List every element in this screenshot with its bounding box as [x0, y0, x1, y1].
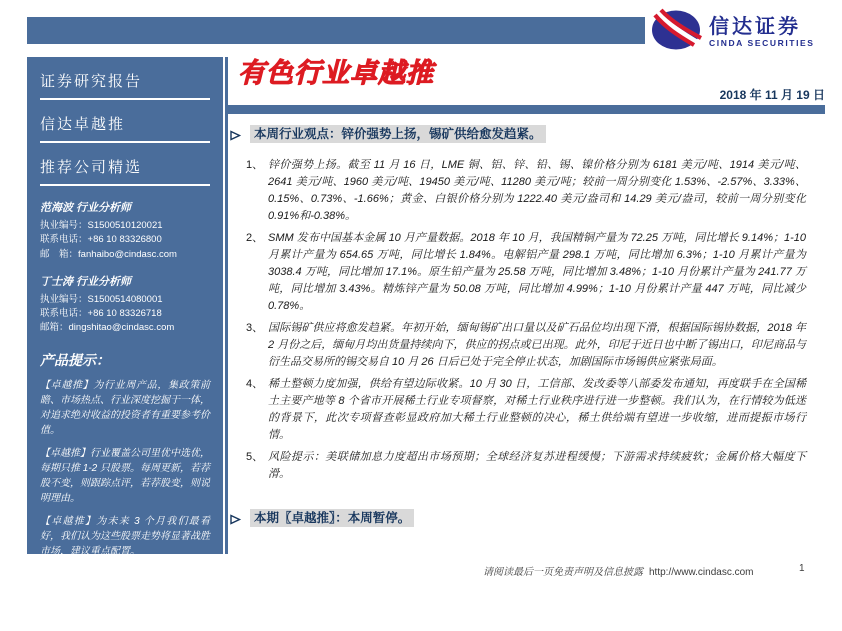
logo-name-cn: 信达证券 — [709, 17, 815, 37]
product-tip: 【卓越推】行业覆盖公司里优中选优，每期只推 1-2 只股票。每周更新，若荐股不变，则跟踪点评，若荐股变，则说明理由。 — [40, 446, 210, 506]
weekly-view-heading-text: 本周行业观点：锌价强势上扬，锡矿供给愈发趋紧。 — [250, 125, 546, 143]
postcode-value: 100031 — [69, 619, 101, 630]
company-address: 北京市西城区闹市口大街 9 号院 1 号楼 — [40, 599, 210, 613]
point-text: 稀土整顿力度加强，供给有望边际收紧。10 月 30 日，工信部、发改委等八部委发布通知，再度联手在全国稀土主要产地等 8 个省市开展稀土行业专项督察，对稀土行业秩序进行进一步整顿。我们认为，在行情较为低迷的背景下，此次专项督查彰显政府加大稀土行业整顿的决心，稀土供给端有望进一步收缩，进而提振市场行情。 — [268, 376, 806, 444]
point-number: 1、 — [246, 157, 268, 225]
company-info — [40, 571, 210, 631]
list-item — [246, 449, 806, 483]
arrow-bullet-icon — [230, 128, 241, 146]
product-tips-title: 产品提示： — [40, 350, 210, 370]
phone-value: +86 10 83326800 — [88, 234, 162, 245]
page-number: 1 — [799, 563, 805, 574]
product-tip: 【卓越推】为行业周产品，集政策前瞻、市场热点、行业深度挖掘于一体，对追求绝对收益的投资者有重要参考价值。 — [40, 378, 210, 438]
email-label: 邮 箱： — [40, 249, 78, 260]
sidebar-item-recommended-companies — [40, 156, 210, 186]
cinda-securities-logo — [650, 9, 830, 55]
license-value: S1500510120021 — [88, 220, 163, 231]
sidebar-section-label: 证券研究报告 — [40, 70, 210, 91]
analyst-name: 丁士涛 行业分析师 — [40, 273, 210, 289]
company-postcode — [40, 618, 210, 631]
analyst-name: 范海波 行业分析师 — [40, 199, 210, 215]
analyst-phone — [40, 307, 210, 321]
analyst-card — [40, 273, 210, 336]
logo-name-en: CINDA SECURITIES — [709, 39, 815, 48]
point-number: 4、 — [246, 376, 268, 444]
company-name-en: CINDA SECURITIES CO.,LTD — [40, 584, 210, 599]
point-text: SMM 发布中国基本金属 10 月产量数据。2018 年 10 月，我国精铜产量为 72.25 万吨，同比增长 9.14%；1-10 月累计产量为 654.65 万吨，同比增长 1.84%。电解铝产量 298.1 万吨，同比增加 6.3%；1-10 月累计产量为 3038.4 万吨，同比增加 17.1%。原生铅产量为 25.58 万吨，同比增加 3.48%；1-10 月份累计产量为 241.77 万吨，同比增加 3.43%。精炼锌产量为 50.08 万吨，同比增加 4.99%；1-10 月份累计产量 447 万吨，同比减少 0.78%。 — [268, 230, 806, 315]
point-text: 国际锡矿供应将愈发趋紧。年初开始，缅甸锡矿出口量以及矿石品位均出现下滑，根据国际锡协数据，2018 年 2 月份之后，缅甸月均出货量持续向下，供应的拐点或已出现。此外，印尼于近日也中断了锡出口，印尼商品与衍生品交易所的锡交易自 10 月 26 日后已处于完全停止状态，加剧国际市场锡供应紧张局面。 — [268, 320, 806, 371]
current-pick-heading — [230, 509, 825, 530]
point-number: 5、 — [246, 449, 268, 483]
weekly-view-heading — [230, 125, 825, 146]
postcode-label: 邮编： — [40, 619, 69, 630]
phone-value: +86 10 83326718 — [88, 308, 162, 319]
phone-label: 联系电话： — [40, 234, 88, 245]
list-item — [246, 376, 806, 444]
phone-label: 联系电话： — [40, 308, 88, 319]
analyst-email — [40, 321, 210, 335]
current-pick-heading-text: 本期〖卓越推〗：本周暂停。 — [250, 509, 414, 527]
email-value[interactable]: fanhaibo@cindasc.com — [78, 249, 177, 260]
sidebar-section-label: 推荐公司精选 — [40, 156, 210, 177]
sidebar-section-label: 信达卓越推 — [40, 113, 210, 134]
point-text: 锌价强势上扬。截至 11 月 16 日，LME 铜、铝、锌、铅、锡、镍价格分别为 6181 美元/吨、1914 美元/吨、2641 美元/吨、1960 美元/吨、19450 美元/吨、11280 美元/吨；较前一周分别变化 1.53%、-2.57%、3.33%、0.15%、0.73%、-1.66%；黄金、白银价格分别为 1222.40 美元/盎司和 14.29 美元/盎司，较前一周分别变化 0.91%和-0.38%。 — [268, 157, 806, 225]
license-value: S1500514080001 — [88, 294, 163, 305]
report-date: 2018 年 11 月 19 日 — [228, 88, 825, 102]
point-number: 2、 — [246, 230, 268, 315]
arrow-bullet-icon — [230, 512, 241, 530]
sidebar-item-cinda-zhuoyuetui — [40, 113, 210, 143]
license-label: 执业编号： — [40, 220, 88, 231]
email-label: 邮箱： — [40, 322, 69, 333]
license-label: 执业编号： — [40, 294, 88, 305]
footer-url-link[interactable]: http://www.cindasc.com — [649, 567, 753, 578]
email-value[interactable]: dingshitao@cindasc.com — [69, 322, 175, 333]
analyst-license — [40, 219, 210, 233]
list-item — [246, 157, 806, 225]
cinda-swoosh-icon — [650, 8, 702, 57]
analyst-card — [40, 199, 210, 262]
point-number: 3、 — [246, 320, 268, 371]
list-item — [246, 320, 806, 371]
sidebar-item-research-report — [40, 70, 210, 100]
analyst-license — [40, 293, 210, 307]
list-item — [246, 230, 806, 315]
point-text: 风险提示：美联储加息力度超出市场预期；全球经济复苏进程缓慢；下游需求持续疲软；金属价格大幅度下滑。 — [268, 449, 806, 483]
sidebar — [27, 57, 223, 554]
footer-disclaimer — [483, 563, 753, 578]
disclaimer-text: 请阅读最后一页免责声明及信息披露 — [483, 567, 643, 578]
weekly-points-list — [246, 157, 806, 483]
top-header-bar — [27, 17, 645, 44]
analyst-email — [40, 248, 210, 262]
analyst-phone — [40, 233, 210, 247]
title-divider-bar — [228, 105, 825, 114]
product-tip: 【卓越推】为未来 3 个月我们最看好，我们认为这些股票走势将显著战胜市场，建议重点配置。 — [40, 514, 210, 559]
report-body — [228, 57, 825, 530]
report-title: 有色行业卓越推 — [238, 59, 825, 87]
company-name-cn: 信达证券股份有限公司 — [40, 571, 210, 585]
